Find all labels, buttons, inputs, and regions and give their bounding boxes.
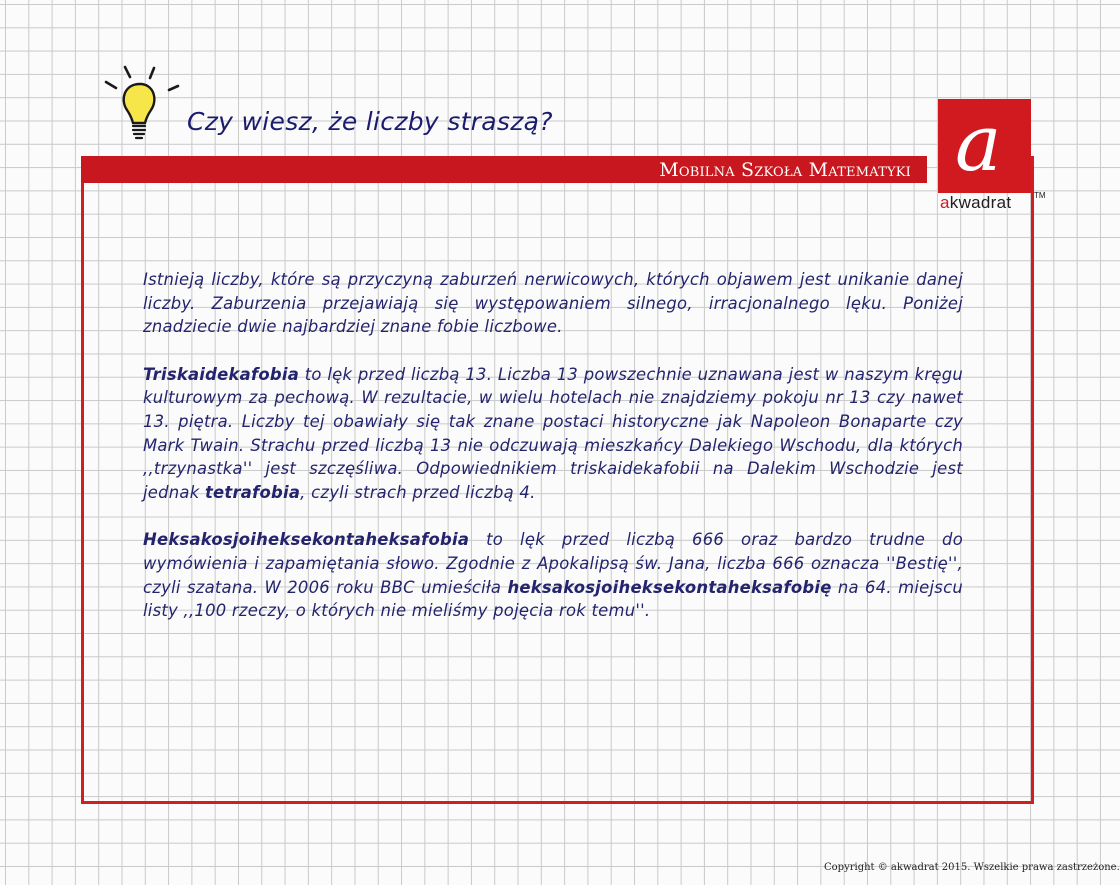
term-heksakosjo: Heksakosjoiheksekontaheksafobia	[143, 530, 470, 550]
paragraph-intro: Istnieją liczby, które są przyczyną zaburzeń nerwicowych, których objawem jest unikanie danej liczby. Zaburzenia przejawiają się występowaniem silnego, irracjonalnego lęku. Poniżej znadziecie dwie najbardziej znane fobie liczbowe.	[143, 270, 963, 337]
page-title: Czy wiesz, że liczby straszą?	[187, 107, 553, 136]
logo-brand	[940, 193, 1011, 213]
logo-brand-rest: kwadrat	[949, 193, 1012, 212]
term-triskaidekafobia: Triskaidekafobia	[143, 364, 300, 384]
paragraph-text: to lęk przed liczbą 666 oraz bardzo trudne do wymówienia i zapamiętania słowo. Zgodnie z Apokalipsą św. Jana, liczba 666 oznacza ''Bestię'', czyli szatana. W 2006 roku BBC umieściła	[143, 530, 963, 597]
logo	[938, 99, 1031, 193]
logo-trademark: TM	[1034, 191, 1046, 200]
article-body	[143, 268, 963, 647]
logo-brand-first: a	[940, 193, 950, 212]
paragraph-heksakosjo	[143, 528, 963, 622]
term-heksakosjo-2: heksakosjoiheksekontaheksafobię	[507, 577, 832, 597]
header-banner	[81, 156, 927, 183]
term-tetrafobia: tetrafobia	[204, 482, 301, 502]
copyright-notice: Copyright © akwadrat 2015. Wszelkie prawa zastrzeżone.	[824, 862, 1120, 873]
banner-label: Mobilna Szkoła Matematyki	[659, 159, 911, 181]
lightbulb-icon	[100, 62, 190, 146]
paragraph-text: na 64. miejscu listy ,,100 rzeczy, o których nie mieliśmy pojęcia rok temu''.	[143, 577, 963, 621]
paragraph-triskaidekafobia	[143, 363, 963, 505]
logo-letter: a	[955, 99, 1002, 189]
paragraph-text: to lęk przed liczbą 13. Liczba 13 powszechnie uznawana jest w naszym kręgu kulturowym za pechową. W rezultacie, w wielu hotelach nie znajdziemy pokoju nr 13 czy nawet 13. piętra. Liczby tej obawiały się tak znane postaci historyczne jak Napoleon Bonaparte czy Mark Twain. Strachu przed liczbą 13 nie odczuwają mieszkańcy Dalekiego Wschodu, dla których ,,trzynastka'' jest szczęśliwa. Odpowiednikiem triskaidekafobii na Dalekim Wschodzie jest jednak	[143, 364, 963, 502]
paragraph-text: , czyli strach przed liczbą 4.	[300, 482, 536, 502]
